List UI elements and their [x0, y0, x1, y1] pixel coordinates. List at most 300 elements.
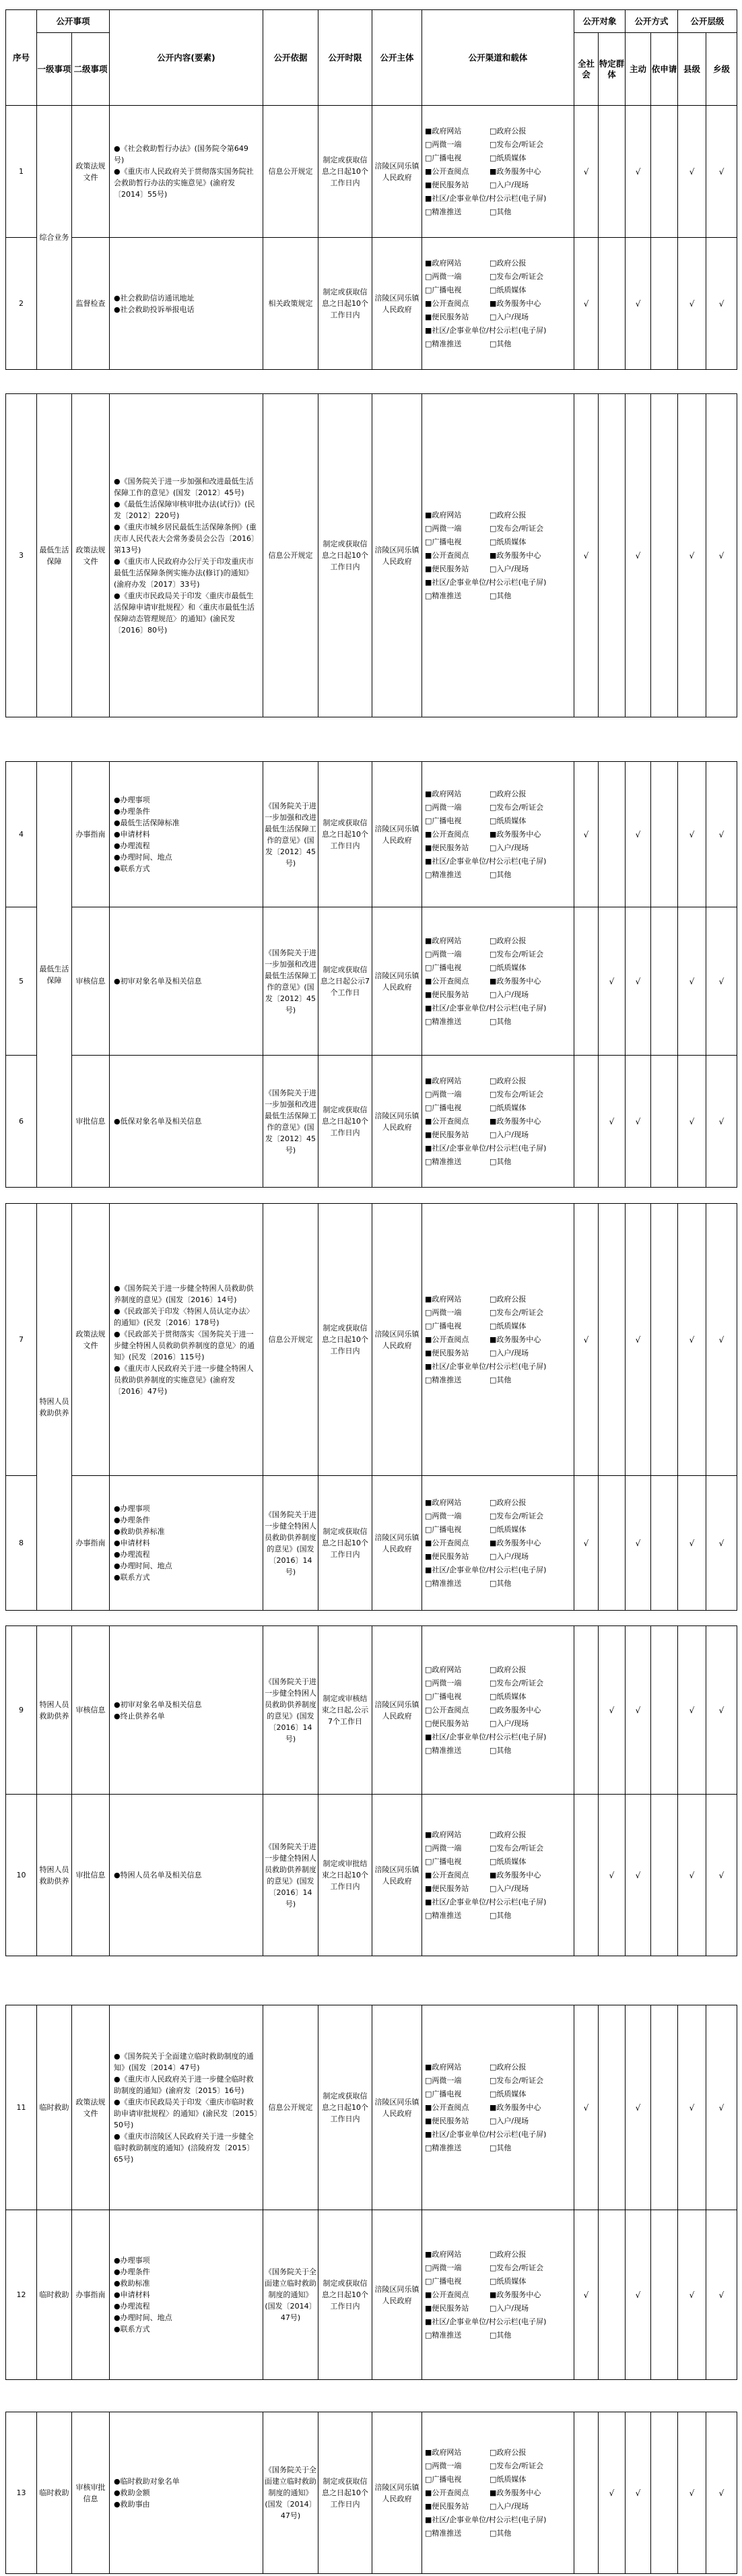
level2-item-text: 审批信息: [75, 1871, 106, 1879]
disclosure-table-section-3: [5, 761, 737, 1188]
time-limit: [318, 106, 372, 238]
time-limit: [318, 394, 372, 717]
channel-option: □两微一端: [425, 523, 462, 533]
target-specific-mark: [599, 238, 626, 370]
disclosure-basis: [263, 907, 318, 1056]
header-subject: 公开主体: [372, 10, 422, 106]
content-line: ●申请材料: [114, 1539, 150, 1547]
channel-option: □纸质媒体: [490, 816, 527, 825]
channel-option: ■政府网站: [425, 789, 462, 798]
content-line: ●办理流程: [114, 841, 150, 850]
level1-item-text: 最低生活保障: [39, 964, 69, 985]
time-limit-text: 制定或获取信息之日起10个工作日内: [322, 1105, 368, 1137]
content-elements: [110, 2210, 263, 2380]
channel-option: ■政府网站: [425, 1076, 462, 1085]
channel-option: □发布会/听证会: [490, 2075, 544, 2085]
level2-item-text: 审核信息: [75, 1706, 106, 1714]
disclosure-basis: [263, 394, 318, 717]
channel-row: [425, 841, 571, 855]
row-number: 13: [6, 2412, 37, 2574]
channel-option: ■社区/企事业单位/村公示栏(电子屏): [425, 1565, 547, 1574]
channel-option: ■社区/企事业单位/村公示栏(电子屏): [425, 1732, 547, 1741]
channel-option: □便民服务站: [425, 1718, 469, 1728]
channel-option: ■政府网站: [425, 126, 462, 135]
target-specific-mark: √: [599, 2412, 626, 2574]
channel-row: [425, 1744, 571, 1758]
channel-option: ■政务服务中心: [490, 1116, 541, 1126]
channel-option: ■便民服务站: [425, 1130, 469, 1139]
channel-row: [425, 2074, 571, 2088]
channel-option: □发布会/听证会: [490, 1511, 544, 1520]
method-active-mark: √: [626, 907, 651, 1056]
content-line: ●办理条件: [114, 1516, 150, 1524]
target-specific-mark: √: [599, 1795, 626, 1956]
time-limit-text: 制定或获取信息之日起10个工作日内: [322, 2092, 368, 2123]
content-line: ●《重庆市人民政府关于进一步健全临时救助制度的通知》(渝府发〔2015〕16号): [114, 2074, 254, 2095]
channel-option: □发布会/听证会: [490, 2461, 544, 2470]
subject-text: 涪陵区同乐镇人民政府: [374, 1700, 419, 1720]
level-town-mark: √: [706, 2210, 737, 2380]
channel-row: [425, 1663, 571, 1677]
channel-option: □发布会/听证会: [490, 523, 544, 533]
channel-option: ■便民服务站: [425, 1348, 469, 1357]
level-county-mark: √: [678, 1476, 706, 1611]
channel-row: [425, 1523, 571, 1537]
subject-text: 涪陵区同乐镇人民政府: [374, 1329, 419, 1350]
header-level-town: 乡级: [706, 33, 737, 106]
channels-list: [422, 1056, 574, 1188]
level2-item-text: 政策法规文件: [75, 2097, 106, 2118]
channel-option: ■社区/企事业单位/村公示栏(电子屏): [425, 2515, 547, 2524]
content-line: ●办理条件: [114, 807, 150, 816]
channel-row: [425, 1333, 571, 1347]
channel-option: □广播电视: [425, 2276, 462, 2286]
channel-option: □政府公报: [490, 510, 527, 519]
channel-row: [425, 828, 571, 841]
method-request-mark: [651, 394, 678, 717]
subject-text: 涪陵区同乐镇人民政府: [374, 161, 419, 182]
channel-option: □精准推送: [425, 339, 462, 348]
content-line: ●《重庆市民政局关于印发〈重庆市最低生活保障申请审批规程〉和〈重庆市最低生活保障动态管理规范〉的通知》(渝民发〔2016〕80号): [114, 591, 255, 635]
channel-row: [425, 1293, 571, 1306]
channel-option: □精准推送: [425, 207, 462, 216]
time-limit-text: 制定或获取信息之日起10个工作日内: [322, 2477, 368, 2509]
channel-row: [425, 2288, 571, 2302]
disclosure-subject: [372, 907, 422, 1056]
channel-option: ■政务服务中心: [490, 166, 541, 176]
channel-option: ■政府网站: [425, 510, 462, 519]
channel-option: □其他: [490, 2528, 512, 2538]
target-all-mark: √: [574, 1476, 599, 1611]
row-number: 7: [6, 1204, 37, 1476]
channel-row: [425, 2275, 571, 2288]
content-line: ●联系方式: [114, 1573, 150, 1582]
table-row: [6, 394, 737, 717]
disclosure-subject: [372, 106, 422, 238]
channel-option: ■政务服务中心: [490, 550, 541, 560]
channel-option: □政府公报: [490, 2249, 527, 2259]
content-elements: [110, 238, 263, 370]
table-row: [6, 2005, 737, 2210]
channel-option: □两微一端: [425, 1511, 462, 1520]
level2-item: [72, 1795, 110, 1956]
level-county-mark: √: [678, 2412, 706, 2574]
channel-row: [425, 2513, 571, 2527]
level2-item: [72, 1626, 110, 1795]
channel-row: [425, 152, 571, 165]
content-line: ●办理事项: [114, 2256, 150, 2265]
level1-item-text: 最低生活保障: [39, 545, 69, 566]
row-number: 1: [6, 106, 37, 238]
target-specific-mark: [599, 394, 626, 717]
method-active-mark: √: [626, 106, 651, 238]
channel-option: □广播电视: [425, 2474, 462, 2484]
channels-list: [422, 2412, 574, 2574]
channels-list: [422, 762, 574, 907]
channel-option: ■公开查阅点: [425, 550, 469, 560]
row-number: 5: [6, 907, 37, 1056]
channel-option: ■公开查阅点: [425, 829, 469, 839]
channel-option: □精准推送: [425, 2143, 462, 2152]
level2-item-text: 审核信息: [75, 977, 106, 986]
channel-row: [425, 855, 571, 868]
channel-option: □精准推送: [425, 1017, 462, 1026]
table-row: [6, 1626, 737, 1795]
table-row: [6, 1056, 737, 1188]
channel-row: [425, 1347, 571, 1360]
content-elements: [110, 1056, 263, 1188]
channel-row: [425, 536, 571, 549]
level2-item: [72, 238, 110, 370]
level-county-mark: √: [678, 394, 706, 717]
channel-option: ■社区/企事业单位/村公示栏(电子屏): [425, 1897, 547, 1906]
channels-list: [422, 394, 574, 717]
table-row: [6, 2412, 737, 2574]
channel-row: [425, 1690, 571, 1704]
content-elements: [110, 1476, 263, 1611]
disclosure-table-section-7: [5, 2412, 737, 2574]
row-number: 4: [6, 762, 37, 907]
content-elements: [110, 1795, 263, 1956]
channel-row: [425, 179, 571, 192]
content-line: ●最低生活保障标准: [114, 818, 180, 827]
basis-text: 信息公开规定: [268, 2103, 313, 2112]
channel-option: □精准推送: [425, 1157, 462, 1166]
channel-row: [425, 562, 571, 576]
channel-option: ■政务服务中心: [490, 2102, 541, 2112]
level-town-mark: √: [706, 106, 737, 238]
content-elements: [110, 106, 263, 238]
channel-option: □入户/现场: [490, 2116, 529, 2125]
channel-row: [425, 2101, 571, 2115]
level2-item: [72, 762, 110, 907]
disclosure-subject: [372, 1795, 422, 1956]
method-request-mark: [651, 2412, 678, 2574]
time-limit: [318, 238, 372, 370]
channel-option: □政府公报: [490, 1665, 527, 1674]
content-line: ●《国务院关于进一步加强和改进最低生活保障工作的意见》(国发〔2012〕45号): [114, 476, 254, 497]
channel-row: [425, 165, 571, 179]
channel-row: [425, 2128, 571, 2142]
content-line: ●救助供养标准: [114, 1527, 165, 1536]
content-line: ●联系方式: [114, 2325, 150, 2333]
level-county-mark: √: [678, 1056, 706, 1188]
channel-option: □政府公报: [490, 258, 527, 267]
level1-item-text: 综合业务: [39, 233, 69, 242]
channel-row: [425, 1155, 571, 1169]
time-limit: [318, 1795, 372, 1956]
channel-option: ■社区/企事业单位/村公示栏(电子屏): [425, 2129, 547, 2139]
channel-option: □广播电视: [425, 963, 462, 972]
content-line: ●初审对象名单及相关信息: [114, 1700, 202, 1709]
content-line: ●救助标准: [114, 2279, 150, 2288]
content-line: ●办理流程: [114, 1550, 150, 1559]
channel-option: ■社区/企事业单位/村公示栏(电子屏): [425, 1361, 547, 1371]
channel-option: ■公开查阅点: [425, 1538, 469, 1547]
time-limit: [318, 1626, 372, 1795]
channel-row: [425, 297, 571, 311]
header-content: 公开内容(要素): [110, 10, 263, 106]
content-line: ●《最低生活保障审核审批办法(试行)》(民发〔2012〕220号): [114, 499, 255, 520]
channel-option: ■公开查阅点: [425, 1334, 469, 1344]
level1-item: [37, 2005, 72, 2210]
method-request-mark: [651, 2210, 678, 2380]
level2-item: [72, 394, 110, 717]
channel-option: ■政务服务中心: [490, 1334, 541, 1344]
subject-text: 涪陵区同乐镇人民政府: [374, 1865, 419, 1886]
channels-list: [422, 1476, 574, 1611]
target-specific-mark: √: [599, 1626, 626, 1795]
target-all-mark: √: [574, 2005, 599, 2210]
header-target-specific: 特定群体: [599, 33, 626, 106]
content-line: ●《国务院关于进一步健全特困人员救助供养制度的意见》(国发〔2016〕14号): [114, 1283, 254, 1304]
channel-option: ■政府网站: [425, 2062, 462, 2071]
channel-row: [425, 2500, 571, 2513]
channel-option: ■公开查阅点: [425, 166, 469, 176]
content-line: ●终止供养名单: [114, 1711, 165, 1720]
channel-row: [425, 2329, 571, 2342]
channel-row: [425, 257, 571, 270]
disclosure-table-section-4: [5, 1203, 737, 1611]
channel-option: □广播电视: [425, 1857, 462, 1866]
channel-row: [425, 311, 571, 324]
channel-option: □政府公报: [490, 1076, 527, 1085]
channel-option: □其他: [490, 1578, 512, 1588]
method-request-mark: [651, 1476, 678, 1611]
channel-row: [425, 284, 571, 297]
time-limit-text: 制定或获取信息之日起10个工作日内: [322, 1324, 368, 1355]
channel-option: □两微一端: [425, 2075, 462, 2085]
content-line: ●申请材料: [114, 2290, 150, 2299]
content-line: ●办理流程: [114, 2302, 150, 2311]
channel-option: ■政府网站: [425, 1294, 462, 1303]
channel-option: □其他: [490, 1745, 512, 1755]
target-all-mark: √: [574, 106, 599, 238]
target-all-mark: [574, 1626, 599, 1795]
disclosure-subject: [372, 1204, 422, 1476]
channel-option: □两微一端: [425, 139, 462, 149]
method-request-mark: [651, 1626, 678, 1795]
channel-option: ■公开查阅点: [425, 2488, 469, 2497]
level-town-mark: √: [706, 1204, 737, 1476]
channel-option: □纸质媒体: [490, 1321, 527, 1330]
content-line: ●办理时间、地点: [114, 853, 172, 862]
channel-row: [425, 1882, 571, 1896]
header-target: 公开对象: [574, 10, 626, 33]
subject-text: 涪陵区同乐镇人民政府: [374, 545, 419, 566]
channel-option: □纸质媒体: [490, 537, 527, 546]
channel-option: □发布会/听证会: [490, 2263, 544, 2272]
content-elements: [110, 2005, 263, 2210]
channel-row: [425, 1002, 571, 1015]
table-row: [6, 1204, 737, 1476]
disclosure-subject: [372, 762, 422, 907]
channel-option: □两微一端: [425, 1308, 462, 1317]
channel-option: □入户/现场: [490, 2501, 529, 2511]
channel-option: □纸质媒体: [490, 2276, 527, 2286]
header-level2-item: 二级事项: [72, 33, 110, 106]
channel-option: □两微一端: [425, 802, 462, 812]
method-request-mark: [651, 762, 678, 907]
content-line: ●社会救助信访通讯地址: [114, 293, 195, 302]
channel-row: [425, 1909, 571, 1923]
target-all-mark: √: [574, 762, 599, 907]
content-elements: [110, 1204, 263, 1476]
channel-option: □其他: [490, 2330, 512, 2340]
row-number: 3: [6, 394, 37, 717]
level2-item-text: 政策法规文件: [75, 1329, 106, 1350]
channel-option: □精准推送: [425, 870, 462, 879]
row-number: 2: [6, 238, 37, 370]
channel-option: □两微一端: [425, 1843, 462, 1853]
channel-option: □发布会/听证会: [490, 271, 544, 281]
channel-row: [425, 988, 571, 1002]
content-line: ●办理条件: [114, 2267, 150, 2276]
channel-option: ■便民服务站: [425, 564, 469, 573]
channel-option: □入户/现场: [490, 2303, 529, 2313]
content-line: ●申请材料: [114, 830, 150, 839]
channel-option: ■公开查阅点: [425, 1116, 469, 1126]
level2-item: [72, 907, 110, 1056]
method-active-mark: √: [626, 1204, 651, 1476]
level2-item: [72, 1056, 110, 1188]
content-line: ●特困人员名单及相关信息: [114, 1871, 202, 1879]
method-active-mark: √: [626, 2005, 651, 2210]
header-time-limit: 公开时限: [318, 10, 372, 106]
channel-row: [425, 1677, 571, 1690]
method-request-mark: [651, 1204, 678, 1476]
header-level1-item: 一级事项: [37, 33, 72, 106]
channel-row: [425, 868, 571, 882]
table-row: [6, 1476, 737, 1611]
channel-row: [425, 589, 571, 603]
channel-option: ■政府网站: [425, 1498, 462, 1507]
channel-option: ■社区/企事业单位/村公示栏(电子屏): [425, 325, 547, 335]
channel-option: □发布会/听证会: [490, 139, 544, 149]
channel-row: [425, 1855, 571, 1869]
channels-list: [422, 2005, 574, 2210]
channel-option: □广播电视: [425, 285, 462, 294]
time-limit-text: 制定或审批结束之日起10个工作日内: [322, 1859, 368, 1891]
channel-option: □政府公报: [490, 1498, 527, 1507]
channel-option: □纸质媒体: [490, 153, 527, 162]
basis-text: 《国务院关于进一步健全特困人员救助供养制度的意见》(国发〔2016〕14号): [265, 1510, 316, 1576]
level1-item: [37, 1626, 72, 1795]
channel-row: [425, 324, 571, 337]
channel-option: □政府公报: [490, 2062, 527, 2071]
method-request-mark: [651, 1795, 678, 1956]
disclosure-basis: [263, 2210, 318, 2380]
content-line: ●初审对象名单及相关信息: [114, 977, 202, 986]
target-all-mark: √: [574, 238, 599, 370]
channel-row: [425, 1306, 571, 1320]
content-line: ●低保对象名单及相关信息: [114, 1117, 202, 1126]
method-request-mark: [651, 2005, 678, 2210]
channel-option: ■社区/企事业单位/村公示栏(电子屏): [425, 193, 547, 203]
level-county-mark: √: [678, 907, 706, 1056]
channel-option: □精准推送: [425, 2528, 462, 2538]
channel-option: ■政府网站: [425, 1830, 462, 1839]
method-request-mark: [651, 907, 678, 1056]
channel-row: [425, 1360, 571, 1374]
time-limit-text: 制定或获取信息之日起10个工作日内: [322, 818, 368, 850]
content-line: ●《重庆市民政局关于印发〈重庆市临时救助申请审批规程〉的通知》(渝民发〔2015〕50号): [114, 2097, 258, 2129]
target-all-mark: [574, 1795, 599, 1956]
channel-option: ■政府网站: [425, 2249, 462, 2259]
channel-row: [425, 961, 571, 975]
channel-option: □入户/现场: [490, 564, 529, 573]
disclosure-basis: [263, 1476, 318, 1611]
channel-option: ■社区/企事业单位/村公示栏(电子屏): [425, 577, 547, 587]
channel-row: [425, 1496, 571, 1510]
channel-row: [425, 125, 571, 138]
time-limit: [318, 762, 372, 907]
basis-text: 相关政策规定: [268, 299, 313, 308]
content-line: ●《重庆市涪陵区人民政府关于进一步健全临时救助制度的通知》(涪陵府发〔2015〕65号): [114, 2131, 255, 2164]
method-active-mark: √: [626, 1476, 651, 1611]
channel-option: □发布会/听证会: [490, 1089, 544, 1099]
content-elements: [110, 762, 263, 907]
row-number: 9: [6, 1626, 37, 1795]
content-line: ●办理时间、地点: [114, 1561, 172, 1570]
disclosure-basis: [263, 2005, 318, 2210]
method-active-mark: √: [626, 2412, 651, 2574]
channel-option: □入户/现场: [490, 180, 529, 189]
method-active-mark: √: [626, 1626, 651, 1795]
level-town-mark: √: [706, 1476, 737, 1611]
disclosure-basis: [263, 1204, 318, 1476]
disclosure-table-section-1: [5, 9, 737, 370]
channel-row: [425, 1128, 571, 1142]
level-county-mark: √: [678, 1204, 706, 1476]
header-basis: 公开依据: [263, 10, 318, 106]
basis-text: 《国务院关于进一步加强和改进最低生活保障工作的意见》(国发〔2012〕45号): [265, 1088, 316, 1155]
channel-option: □发布会/听证会: [490, 1678, 544, 1687]
channel-row: [425, 549, 571, 562]
channel-row: [425, 2302, 571, 2315]
channel-option: ■便民服务站: [425, 2501, 469, 2511]
content-line: ●《社会救助暂行办法》(国务院令第649号): [114, 144, 248, 164]
channel-row: [425, 1115, 571, 1128]
content-line: ●《民政部关于印发〈特困人员认定办法〉的通知》(民发〔2016〕178号): [114, 1306, 254, 1327]
channel-option: ■便民服务站: [425, 990, 469, 999]
channel-option: □其他: [490, 591, 512, 600]
level2-item-text: 审批信息: [75, 1117, 106, 1126]
basis-text: 信息公开规定: [268, 551, 313, 560]
method-request-mark: [651, 1056, 678, 1188]
channel-option: ■政府网站: [425, 936, 462, 945]
level2-item: [72, 2412, 110, 2574]
